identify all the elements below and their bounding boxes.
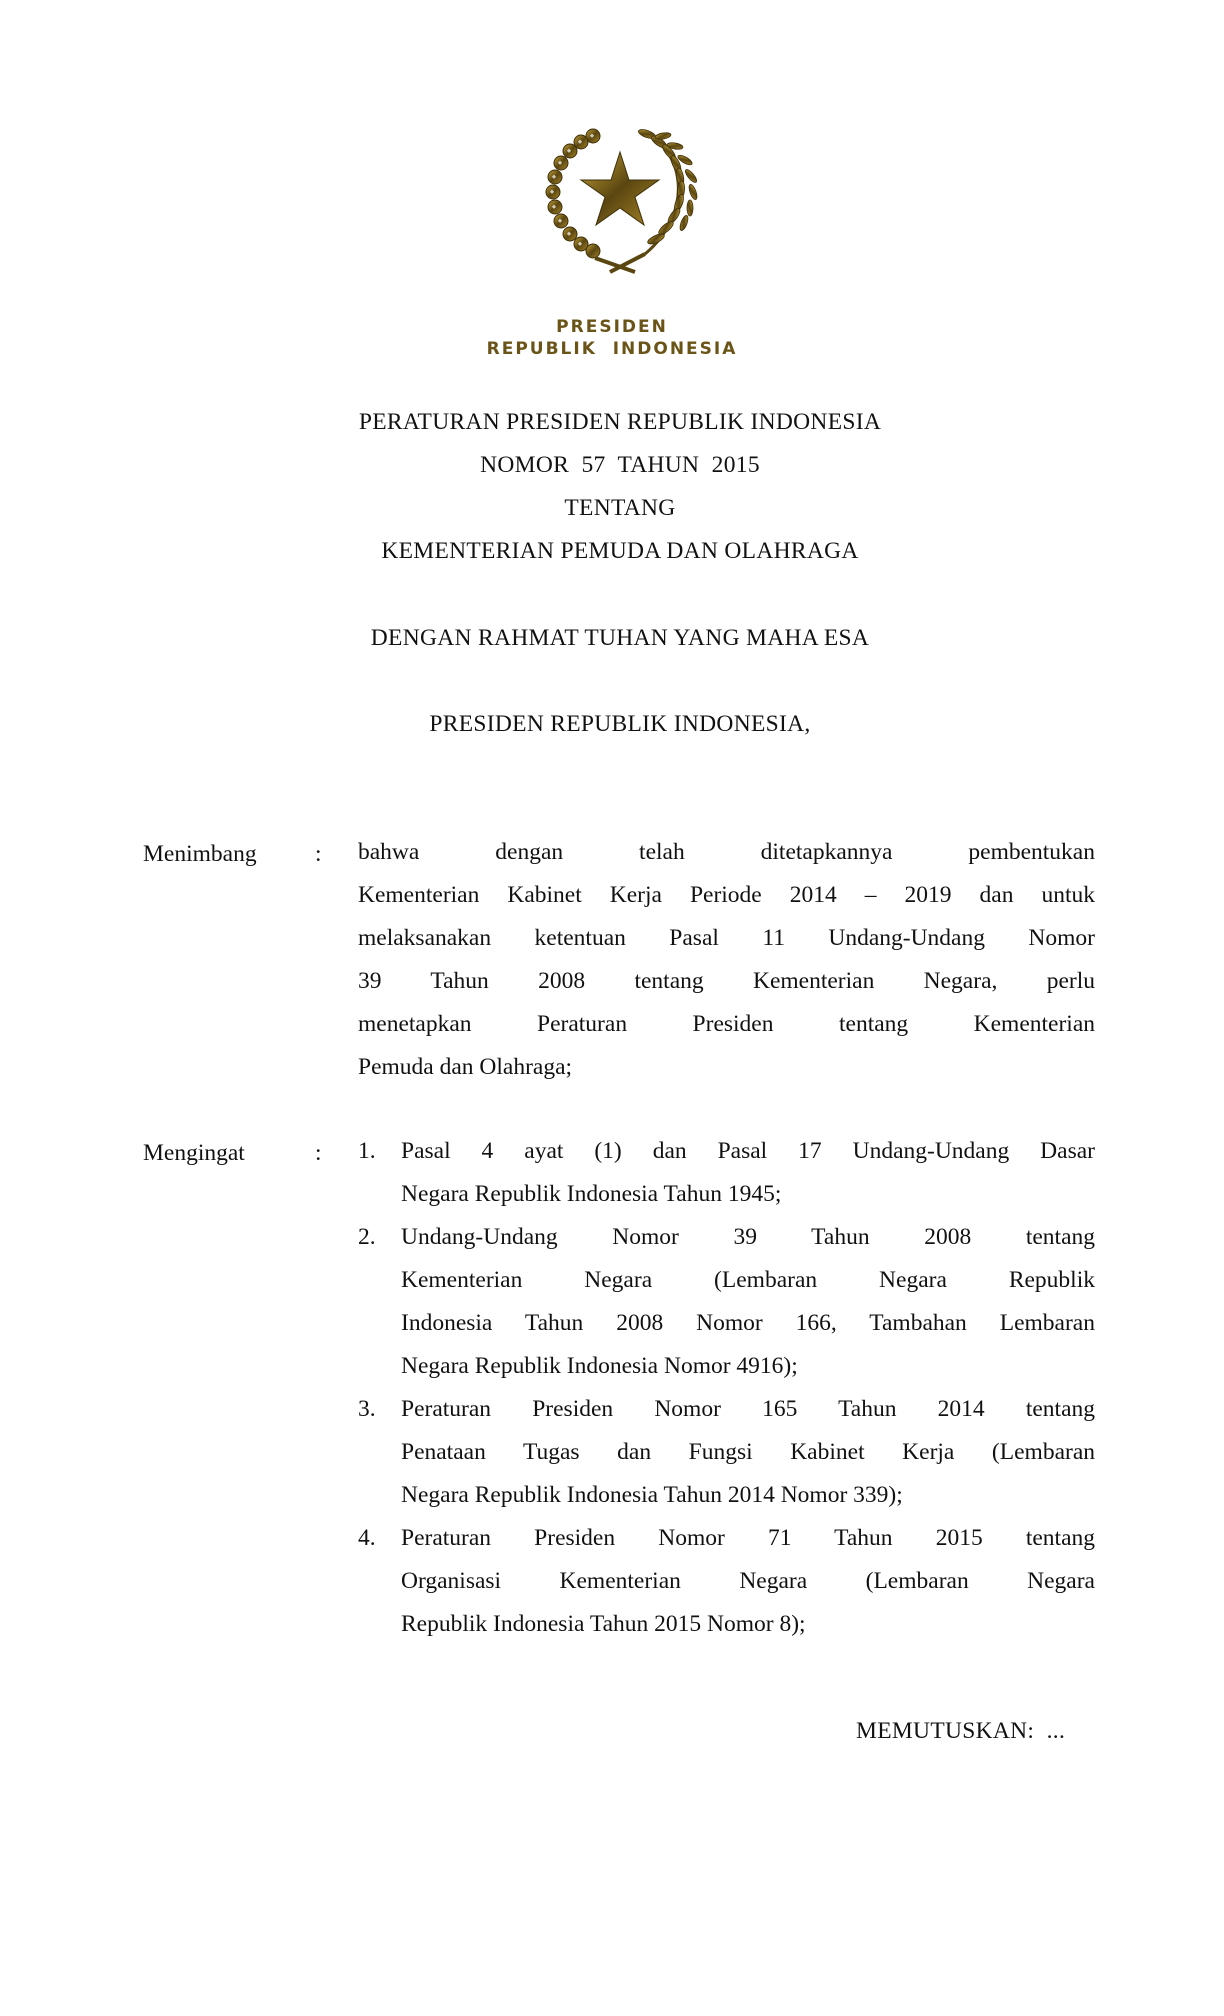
item-line: Republik Indonesia Tahun 2015 Nomor 8);	[401, 1611, 806, 1637]
regulation-number: NOMOR 57 TAHUN 2015	[480, 452, 760, 478]
mengingat-colon: :	[315, 1140, 322, 1166]
item-line: Pasal 4 ayat (1) dan Pasal 17 Undang-Undang Dasar	[401, 1138, 1095, 1164]
item-line: Penataan Tugas dan Fungsi Kabinet Kerja (Lembaran	[401, 1439, 1095, 1465]
item-line: Peraturan Presiden Nomor 71 Tahun 2015 tentang	[401, 1525, 1095, 1551]
regulation-subject: KEMENTERIAN PEMUDA DAN OLAHRAGA	[381, 538, 859, 564]
item-line: Organisasi Kementerian Negara (Lembaran Negara	[401, 1568, 1095, 1594]
item-line: Peraturan Presiden Nomor 165 Tahun 2014 tentang	[401, 1396, 1095, 1422]
menimbang-line: melaksanakan ketentuan Pasal 11 Undang-Undang Nomor	[358, 925, 1095, 951]
item-line: Kementerian Negara (Lembaran Negara Republik	[401, 1267, 1095, 1293]
menimbang-line: bahwa dengan telah ditetapkannya pembentukan	[358, 839, 1095, 865]
item-line: Negara Republik Indonesia Tahun 1945;	[401, 1181, 782, 1207]
item-line: Negara Republik Indonesia Nomor 4916);	[401, 1353, 798, 1379]
issuer: PRESIDEN REPUBLIK INDONESIA,	[429, 711, 811, 737]
invocation: DENGAN RAHMAT TUHAN YANG MAHA ESA	[370, 625, 870, 651]
letterhead-presiden: PRESIDEN	[556, 317, 668, 337]
presidential-emblem-icon	[535, 122, 705, 282]
regulation-title: PERATURAN PRESIDEN REPUBLIK INDONESIA	[358, 409, 882, 435]
menimbang-label: Menimbang	[143, 841, 257, 867]
menimbang-line: Kementerian Kabinet Kerja Periode 2014 – 2019 dan untuk	[358, 882, 1095, 908]
menimbang-text	[358, 831, 1095, 1089]
item-number: 1.	[358, 1138, 376, 1164]
menimbang-colon: :	[315, 841, 322, 867]
letterhead-republik-indonesia: REPUBLIK INDONESIA	[486, 339, 738, 359]
item-line: Undang-Undang Nomor 39 Tahun 2008 tentang	[401, 1224, 1095, 1250]
menimbang-line: 39 Tahun 2008 tentang Kementerian Negara, perlu	[358, 968, 1095, 994]
item-line: Indonesia Tahun 2008 Nomor 166, Tambahan Lembaran	[401, 1310, 1095, 1336]
mengingat-label: Mengingat	[143, 1140, 245, 1166]
item-number: 4.	[358, 1525, 376, 1551]
item-number: 2.	[358, 1224, 376, 1250]
regulation-tentang: TENTANG	[564, 495, 676, 521]
menimbang-line: Pemuda dan Olahraga;	[358, 1054, 573, 1080]
item-line: Negara Republik Indonesia Tahun 2014 Nomor 339);	[401, 1482, 903, 1508]
item-number: 3.	[358, 1396, 376, 1422]
menimbang-line: menetapkan Peraturan Presiden tentang Kementerian	[358, 1011, 1095, 1037]
continuation-marker: MEMUTUSKAN: ...	[856, 1718, 1066, 1744]
